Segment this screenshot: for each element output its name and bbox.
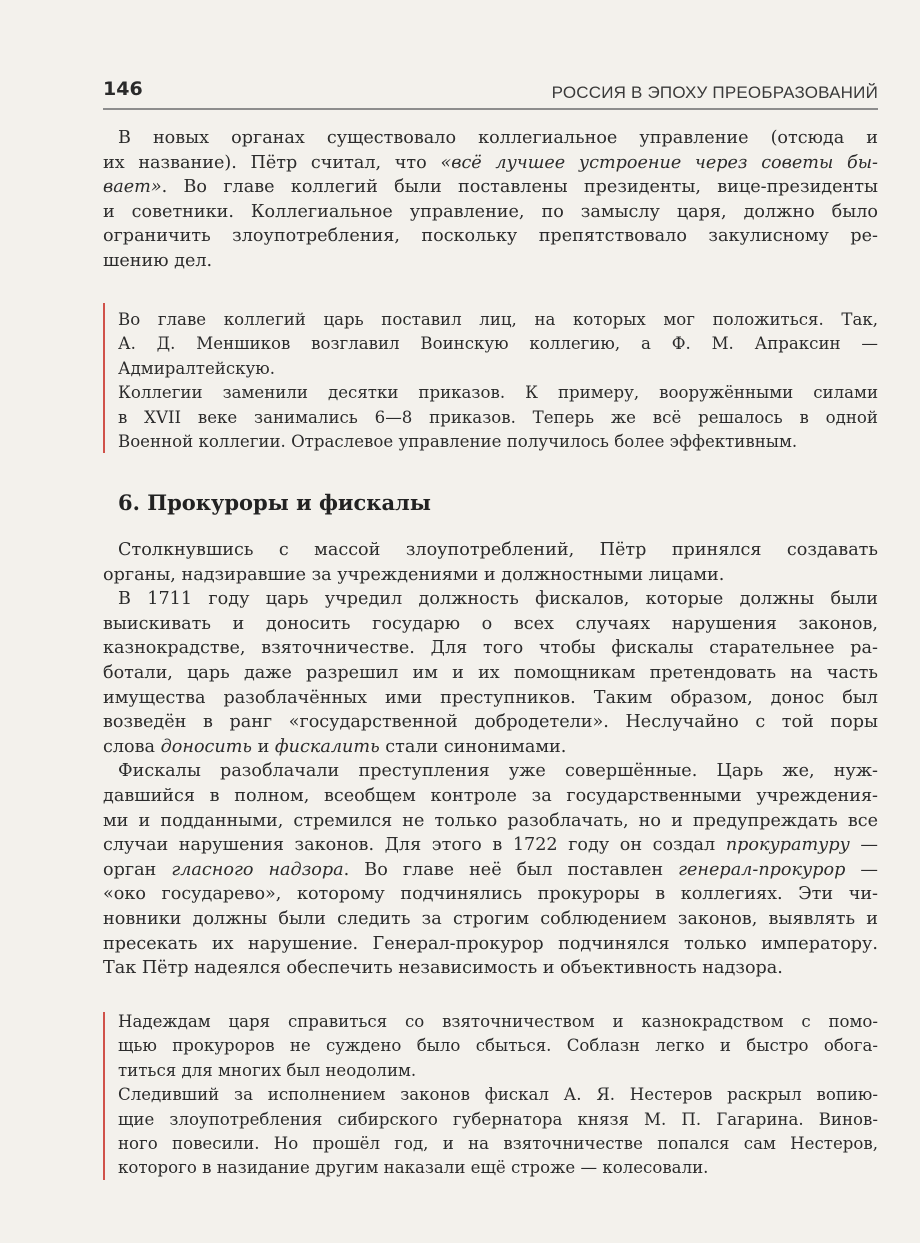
note-box-corruption <box>103 1010 878 1181</box>
text-segment: шению дел. <box>103 250 213 271</box>
paragraph <box>103 538 878 587</box>
text-segment: в XVII веке занимались 6—8 приказов. Теперь же всё решалось в одной <box>118 407 878 427</box>
text-segment: Адмиралтейскую. <box>118 358 276 378</box>
text-line <box>118 1034 878 1058</box>
text-line <box>103 686 878 711</box>
text-line <box>103 151 878 176</box>
text-segment: «око государево», которому подчинялись прокуроры в коллегиях. Эти чи- <box>103 884 878 905</box>
text-segment: слова <box>103 736 161 757</box>
text-block <box>118 308 878 454</box>
text-line <box>118 332 878 356</box>
italic-emphasis: генерал-прокурор <box>678 859 846 880</box>
text-segment: щью прокуроров не суждено было сбыться. Соблазн легко и быстро обога- <box>118 1036 878 1056</box>
text-block <box>118 1010 878 1181</box>
italic-emphasis: доносить <box>160 736 252 757</box>
text-segment: и советники. Коллегиальное управление, по замыслу царя, должно было <box>103 201 878 222</box>
text-line <box>103 612 878 637</box>
text-line <box>118 1132 878 1156</box>
body-paragraph-collegial-management <box>103 126 878 274</box>
paragraph <box>118 308 878 381</box>
text-line <box>118 406 878 430</box>
text-line <box>103 175 878 200</box>
text-line <box>103 858 878 883</box>
text-segment: давшийся в полном, всеобщем контроле за государственными учреждения- <box>103 785 878 806</box>
text-segment: Во главе коллегий царь поставил лиц, на которых мог положиться. Так, <box>118 310 878 329</box>
text-segment: Надеждам царя справиться со взяточничеством и казнокрадством с помо- <box>118 1012 878 1031</box>
paragraph <box>118 1083 878 1181</box>
section-heading: 6. Прокуроры и фискалы <box>118 490 431 515</box>
text-line <box>103 126 878 151</box>
text-segment: Коллегии заменили десятки приказов. К примеру, вооружёнными силами <box>118 383 878 403</box>
text-line <box>103 882 878 907</box>
text-line <box>118 430 878 454</box>
text-line <box>103 636 878 661</box>
text-line <box>118 1059 878 1083</box>
paragraph <box>103 126 878 274</box>
paragraph <box>118 1010 878 1083</box>
text-segment: В 1711 году царь учредил должность фискалов, которые должны были <box>118 589 878 610</box>
text-segment: щие злоупотребления сибирского губернатора князя М. П. Гагарина. Винов- <box>118 1109 878 1129</box>
text-segment: имущества разоблачённых ими преступников. Таким образом, донос был <box>103 687 878 708</box>
text-line <box>103 563 878 588</box>
italic-emphasis: фискалить <box>274 736 380 757</box>
text-segment: случаи нарушения законов. Для этого в 1722 году он создал <box>103 835 726 856</box>
page-number: 146 <box>103 78 143 100</box>
text-line <box>103 200 878 225</box>
text-segment: титься для многих был неодолим. <box>118 1060 417 1080</box>
text-segment: стали синонимами. <box>379 736 567 757</box>
header-rule <box>103 108 878 110</box>
text-segment: Фискалы разоблачали преступления уже совершённые. Царь же, нуж- <box>118 761 878 782</box>
text-line <box>103 784 878 809</box>
text-line <box>103 833 878 858</box>
text-segment: новники должны были следить за строгим соблюдением законов, выявлять и <box>103 908 878 929</box>
text-line <box>103 907 878 932</box>
text-segment: В новых органах существовало коллегиальное управление (отсюда и <box>118 128 878 148</box>
text-line <box>103 735 878 760</box>
text-segment: и <box>251 736 275 757</box>
text-segment: Следивший за исполнением законов фискал А. Я. Нестеров раскрыл вопию- <box>118 1085 878 1105</box>
text-line <box>103 809 878 834</box>
text-segment: орган <box>103 859 172 880</box>
text-segment: ми и подданными, стремился не только разоблачать, но и предупреждать все <box>103 810 878 831</box>
text-segment: . Во главе коллегий были поставлены президенты, вице-президенты <box>161 177 878 198</box>
paragraph <box>103 587 878 759</box>
text-segment: их название). Пётр считал, что <box>103 152 441 173</box>
text-block <box>103 538 878 981</box>
text-line <box>103 759 878 784</box>
text-segment: Так Пётр надеялся обеспечить независимость и объективность надзора. <box>103 958 783 979</box>
italic-emphasis: «всё лучшее устроение через советы бы- <box>440 152 878 173</box>
text-segment: которого в назидание другим наказали ещё строже — колесовали. <box>118 1158 709 1178</box>
text-segment: — <box>845 859 878 880</box>
text-line <box>118 1083 878 1107</box>
note-box-colleges <box>103 308 878 454</box>
text-segment: ного повесили. Но прошёл год, и на взяточничестве попался сам Нестеров, <box>118 1134 878 1154</box>
paragraph <box>118 381 878 454</box>
text-segment: . Во главе неё был поставлен <box>343 859 679 880</box>
text-segment: возведён в ранг «государственной добродетели». Неслучайно с той поры <box>103 712 878 733</box>
text-line <box>103 538 878 563</box>
text-line <box>103 249 878 274</box>
text-segment: пресекать их нарушение. Генерал-прокурор подчинялся только императору. <box>103 933 878 954</box>
paragraph <box>103 759 878 980</box>
text-segment: органы, надзиравшие за учреждениями и должностными лицами. <box>103 564 725 585</box>
text-segment: Столкнувшись с массой злоупотреблений, Пётр принялся создавать <box>118 540 878 560</box>
text-line <box>103 710 878 735</box>
text-line <box>118 308 878 332</box>
text-line <box>103 956 878 981</box>
text-line <box>118 1108 878 1132</box>
text-line <box>103 224 878 249</box>
italic-emphasis: прокуратуру <box>725 835 850 856</box>
text-line <box>118 1156 878 1180</box>
italic-emphasis: вает» <box>103 177 162 198</box>
text-segment: — <box>849 835 879 856</box>
text-segment: казнокрадстве, взяточничестве. Для того чтобы фискалы старательнее ра- <box>103 638 878 659</box>
text-line <box>103 587 878 612</box>
running-title: РОССИЯ В ЭПОХУ ПРЕОБРАЗОВАНИЙ <box>551 83 878 102</box>
text-line <box>103 661 878 686</box>
text-segment: ограничить злоупотребления, поскольку препятствовало закулисному ре- <box>103 226 878 247</box>
text-line <box>103 932 878 957</box>
text-segment: Военной коллегии. Отраслевое управление получилось более эффективным. <box>118 432 798 452</box>
body-prosecutors-and-fiscals <box>103 538 878 981</box>
text-line <box>118 357 878 381</box>
text-line <box>118 1010 878 1034</box>
italic-emphasis: гласного надзора <box>171 859 344 880</box>
text-segment: ботали, царь даже разрешил им и их помощникам претендовать на часть <box>103 662 878 683</box>
text-segment: выискивать и доносить государю о всех случаях нарушения законов, <box>103 613 878 634</box>
text-line <box>118 381 878 405</box>
text-segment: А. Д. Меншиков возглавил Воинскую коллегию, а Ф. М. Апраксин — <box>118 334 878 354</box>
text-block <box>103 126 878 274</box>
